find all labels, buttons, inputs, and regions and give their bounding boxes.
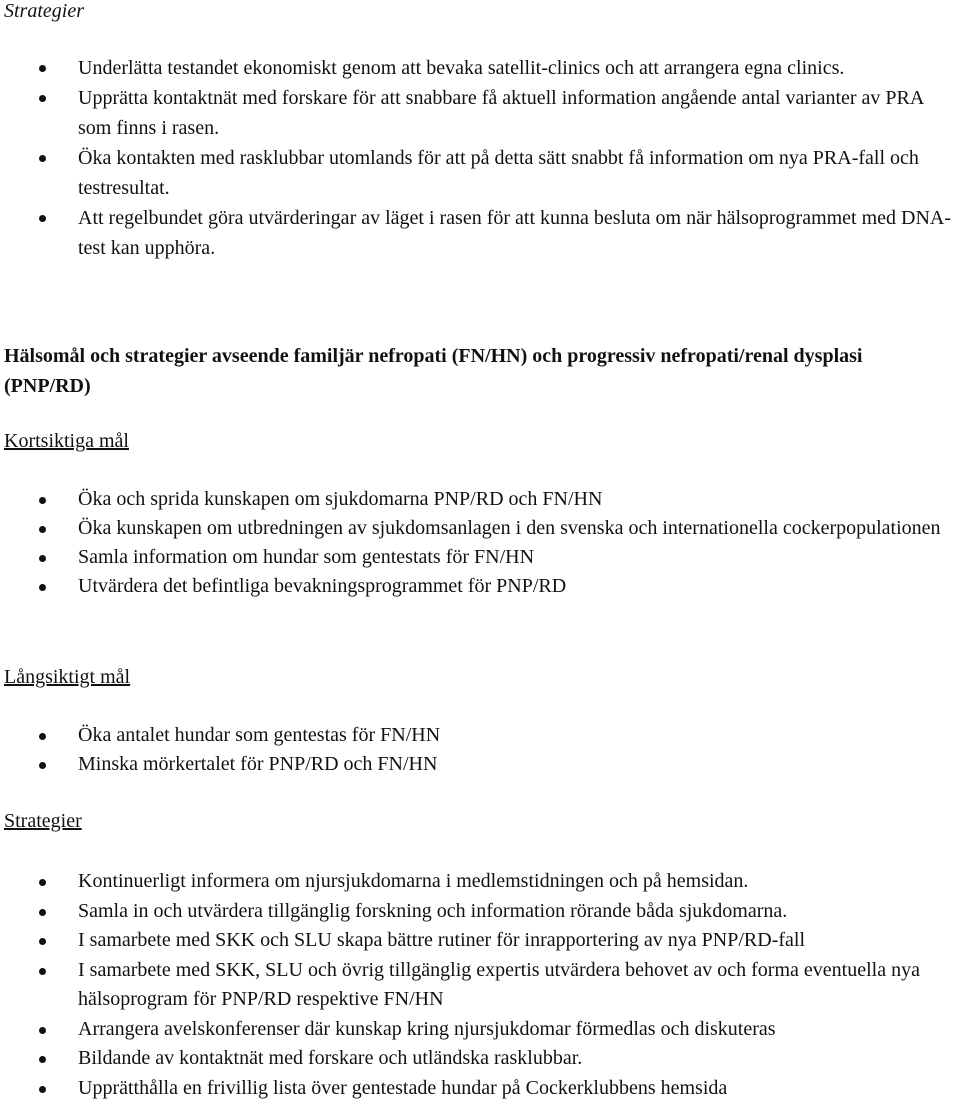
bullet-icon (39, 733, 46, 740)
bullet-icon (39, 1056, 46, 1063)
list-item: Arrangera avelskonferenser där kunskap kring njursjukdomar förmedlas och diskuteras (0, 1015, 960, 1045)
list-item: Bildande av kontaktnät med forskare och utländska rasklubbar. (0, 1044, 960, 1074)
bullet-icon (39, 968, 46, 975)
bullet-icon (39, 155, 46, 162)
top-strategy-list (0, 53, 960, 263)
bullet-icon (39, 584, 46, 591)
short-term-goals-heading: Kortsiktiga mål (4, 430, 129, 452)
strategies-heading: Strategier (4, 810, 82, 832)
bullet-icon (39, 65, 46, 72)
bullet-icon (39, 909, 46, 916)
list-item: Minska mörkertalet för PNP/RD och FN/HN (0, 750, 960, 779)
list-item: Samla information om hundar som gentestats för FN/HN (0, 543, 960, 572)
bullet-icon (39, 938, 46, 945)
bullet-icon (39, 95, 46, 102)
list-item: Kontinuerligt informera om njursjukdomarna i medlemstidningen och på hemsidan. (0, 867, 960, 897)
short-term-goals-list (0, 485, 960, 601)
list-item: Öka och sprida kunskapen om sjukdomarna PNP/RD och FN/HN (0, 485, 960, 514)
bullet-icon (39, 555, 46, 562)
list-item: Öka kontakten med rasklubbar utomlands för att på detta sätt snabbt få information om nya PRA-fall och testresultat. (0, 143, 960, 203)
bullet-icon (39, 497, 46, 504)
long-term-goals-list (0, 721, 960, 779)
bullet-icon (39, 879, 46, 886)
list-item: Öka kunskapen om utbredningen av sjukdomsanlagen i den svenska och internationella cockerpopulationen (0, 514, 960, 543)
bullet-icon (39, 526, 46, 533)
list-item: Underlätta testandet ekonomiskt genom att bevaka satellit-clinics och att arrangera egna clinics. (0, 53, 960, 83)
list-item: Upprätta kontaktnät med forskare för att snabbare få aktuell information angående antal varianter av PRA som finns i rasen. (0, 83, 960, 143)
bullet-icon (39, 762, 46, 769)
list-item: Samla in och utvärdera tillgänglig forskning och information rörande båda sjukdomarna. (0, 897, 960, 927)
list-item: Att regelbundet göra utvärderingar av läget i rasen för att kunna besluta om när hälsoprogrammet med DNA-test kan upphöra. (0, 203, 960, 263)
bullet-icon (39, 215, 46, 222)
list-item: I samarbete med SKK och SLU skapa bättre rutiner för inrapportering av nya PNP/RD-fall (0, 926, 960, 956)
strategies-list (0, 867, 960, 1103)
list-item: Utvärdera det befintliga bevakningsprogrammet för PNP/RD (0, 572, 960, 601)
list-item: Öka antalet hundar som gentestas för FN/HN (0, 721, 960, 750)
bullet-icon (39, 1086, 46, 1093)
bullet-icon (39, 1027, 46, 1034)
long-term-goal-heading: Långsiktigt mål (4, 666, 131, 688)
list-item: Upprätthålla en frivillig lista över gentestade hundar på Cockerklubbens hemsida (0, 1074, 960, 1104)
strategies-heading-top: Strategier (4, 0, 84, 22)
section-title: Hälsomål och strategier avseende familjär nefropati (FN/HN) och progressiv nefropati/renal dysplasi (PNP/RD) (4, 345, 863, 397)
list-item: I samarbete med SKK, SLU och övrig tillgänglig expertis utvärdera behovet av och forma eventuella nya hälsoprogram för PNP/RD respektive FN/HN (0, 956, 960, 1015)
